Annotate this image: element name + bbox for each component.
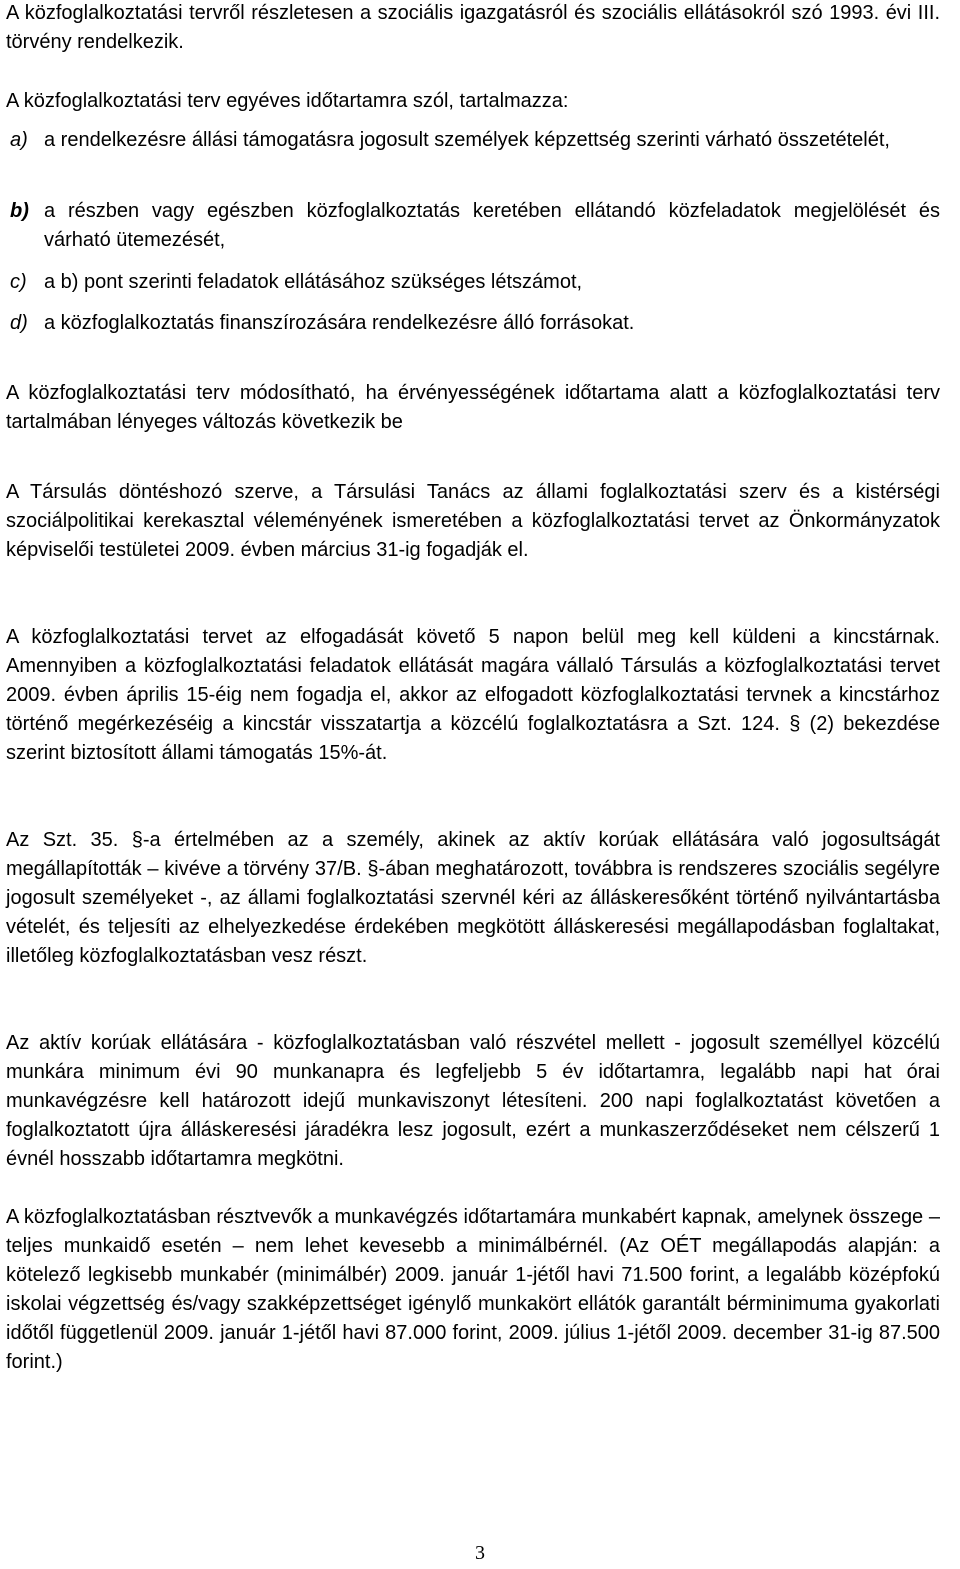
list-item-b [6, 197, 940, 255]
paragraph-modification: A közfoglalkoztatási terv módosítható, ha érvényességének időtartama alatt a közfoglalkoztatási terv tartalmában lényeges változás következik be [6, 382, 940, 433]
paragraph-active-age: Az aktív korúak ellátására - közfoglalkoztatásban való részvétel mellett - jogosult személlyel közcélú munkára minimum évi 90 munkanapra és legfeljebb 5 év időtartamra, legalább napi hat órai munkavégzésre kell határozott idejű munkaviszonyt létesíteni. 200 napi foglalkoztatást követően a foglalkoztatott újra álláskeresési járadékra lesz jogosult, ezért a munkaszerződéseket nem célszerű 1 évnél hosszabb időtartamra megkötni. [6, 1032, 940, 1170]
list-item-a [6, 126, 940, 155]
page-number: 3 [475, 1542, 485, 1564]
list-text: a közfoglalkoztatás finanszírozására rendelkezésre álló forrásokat. [44, 312, 635, 334]
list-marker: b) [10, 200, 29, 222]
list-marker: c) [10, 271, 27, 293]
paragraph-plan-scope: A közfoglalkoztatási terv egyéves időtartamra szól, tartalmazza: [6, 90, 569, 112]
list-text: a b) pont szerinti feladatok ellátásához szükséges létszámot, [44, 271, 583, 293]
paragraph-treasury: A közfoglalkoztatási tervet az elfogadását követő 5 napon belül meg kell küldeni a kincstárnak. Amennyiben a közfoglalkoztatási feladatok ellátását magára vállaló Társulás a közfoglalkoztatási tervet 2009. évben április 15-éig nem fogadja el, akkor az elfogadott közfoglalkoztatási tervnek a kincstárhoz történő megérkezéséig a kincstár visszatartja a közcélú foglalkoztatásra a Szt. 124. § (2) bekezdése szerint biztosított állami támogatás 15%-át. [6, 626, 940, 764]
paragraph-approval: A Társulás döntéshozó szerve, a Társulási Tanács az állami foglalkoztatási szerv és a kistérségi szociálpolitikai kerekasztal véleményének ismeretében a közfoglalkoztatási tervet az Önkormányzatok képviselői testületei 2009. évben március 31-ig fogadják el. [6, 481, 940, 561]
list-item-c [6, 268, 940, 297]
list-text: a rendelkezésre állási támogatásra jogosult személyek képzettség szerinti várható összetételét, [44, 129, 890, 151]
list-marker: d) [10, 312, 28, 334]
list-item-d [6, 309, 940, 338]
paragraph-intro: A közfoglalkoztatási tervről részletesen a szociális igazgatásról és szociális ellátásokról szó 1993. évi III. törvény rendelkezik. [6, 2, 940, 53]
paragraph-szt-35: Az Szt. 35. §-a értelmében az a személy, akinek az aktív korúak ellátására való jogosultságát megállapították – kivéve a törvény 37/B. §-ában meghatározott, továbbra is rendszeres szociális segélyre jogosult személyeket -, az állami foglalkoztatási szervnél kéri az álláskeresőként történő nyilvántartásba vételét, és teljesíti az elhelyezkedése érdekében megkötött álláskeresési megállapodásban foglaltakat, illetőleg közfoglalkoztatásban vesz részt. [6, 829, 940, 967]
list-marker: a) [10, 129, 28, 151]
paragraph-wages: A közfoglalkoztatásban résztvevők a munkavégzés időtartamára munkabért kapnak, amelynek összege – teljes munkaidő esetén – nem lehet kevesebb a minimálbérnél. (Az OÉT megállapodás alapján: a kötelező legkisebb munkabér (minimálbér) 2009. január 1-jétől havi 71.500 forint, a legalább középfokú iskolai végzettség és/vagy szakképzettséget igénylő munkakört ellátók garantált bérminimuma gyakorlati időtől függetlenül 2009. január 1-jétől havi 87.000 forint, 2009. július 1-jétől 2009. december 31-ig 87.500 forint.) [6, 1206, 940, 1373]
list-text: a részben vagy egészben közfoglalkoztatás keretében ellátandó közfeladatok megjelölését és várható ütemezését, [44, 200, 940, 251]
